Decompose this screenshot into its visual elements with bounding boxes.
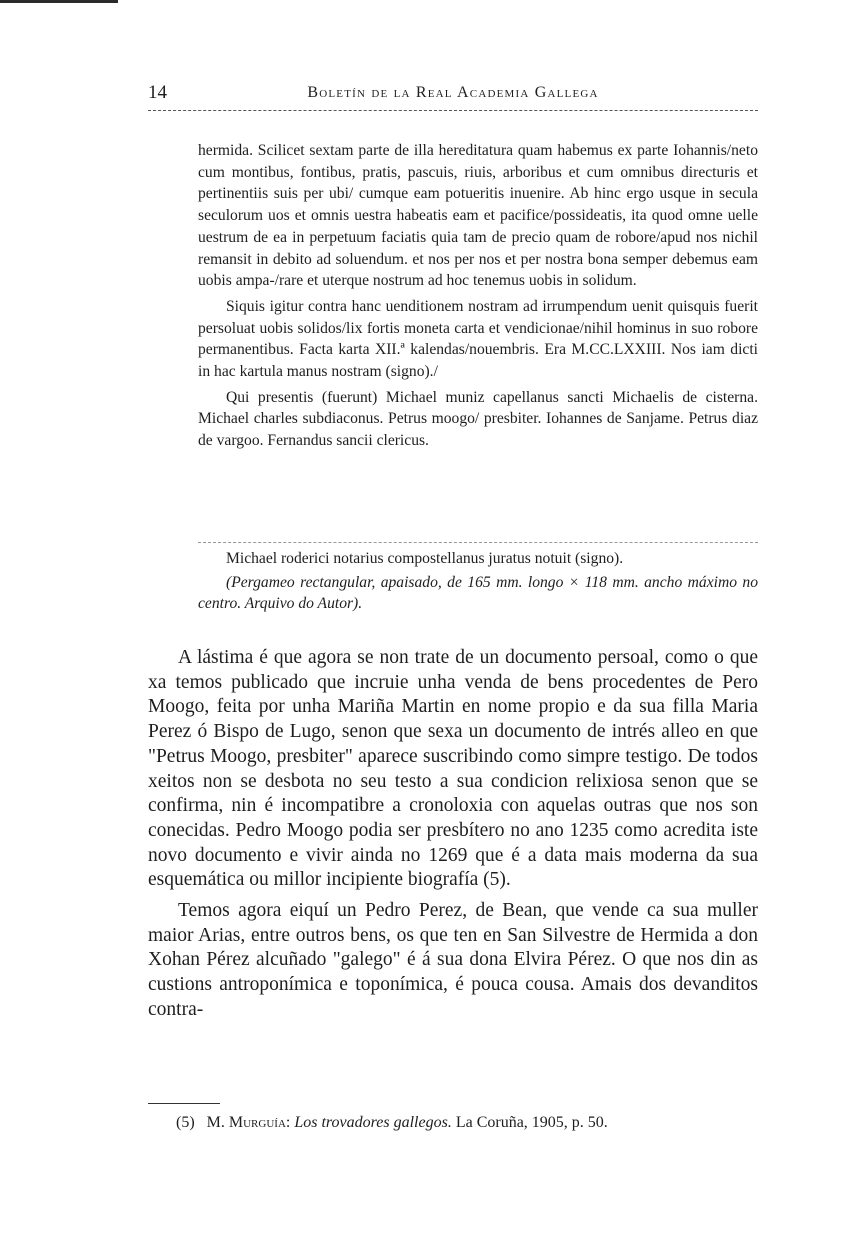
body-paragraph: A lástima é que agora se non trate de un documento persoal, como o que xa temos publicado que incruie unha venda de bens procedentes de Pero Moogo, feita por unha Mariña Martin en nome propio e da sua filla Maria Perez ó Bispo de Lugo, senon que sexa un documento de intrés alleo en que "Petrus Moogo, presbiter" aparece suscribindo como simpre testigo. De todos xeitos non se desbota no seu testo a sua condicion relixiosa senon que se confirma, nin é incompatibre a cronoloxia con aquelas outras que nos son conecidas. Pedro Moogo podia ser presbítero no ano 1235 como acredita iste novo documento e vivir ainda no 1269 que é a data mais moderna da sua esquemática ou millor incipiente biografía (5).: [148, 647, 758, 891]
document-rule: [198, 542, 758, 543]
document-paragraph: Qui presentis (fuerunt) Michael muniz capellanus sancti Michaelis de cisterna. Michael charles subdiaconus. Petrus moogo/ presbiter. Iohannes de Sanjame. Petrus diaz de vargoo. Fernandus sancii clericus.: [198, 388, 758, 450]
header-rule: [148, 110, 758, 111]
footnote-author: M. Murguía:: [206, 1114, 291, 1131]
running-head: [148, 82, 758, 108]
document-closing: [198, 548, 758, 617]
document-paragraph: Siquis igitur contra hanc uenditionem nostram ad irrumpendum uenit quisquis fuerit persoluat uobis solidos/lix fortis moneta carta et vendicionae/nihil hominus in suo robore permanentibus. Facta karta XII.ª kalendas/nouembris. Era M.CC.LXXIII. Nos iam dicti in hac kartula manus nostram (signo)./: [198, 297, 758, 381]
notary-line: Michael roderici notarius compostellanus juratus notuit (signo).: [226, 550, 624, 567]
document-paragraph: hermida. Scilicet sextam parte de illa hereditatura quam habemus ex parte Iohannis/neto cum montibus, fontibus, pratis, pascuis, riuis, arboribus et cum omnibus directuris et pertinentiis suis per ubi/ cumque eam potueritis inuenire. Ab hinc ergo usque in secula seculorum uos et omnis uestra habeatis eam et pacifice/possideatis, ita quod omne uelle uestrum de ea in perpetuum faciatis quia tam de precio quam de robore/apud nos nichil remansit in debito ad soluendum. et nos per nos et per nostra bona semper debemus eam uobis ampa-/rare et uterque nostrum ad hoc tenemus uobis in solidum.: [198, 142, 758, 290]
footnote-publication: La Coruña, 1905, p. 50.: [455, 1114, 608, 1131]
footnote: [176, 1114, 766, 1132]
scan-corner-mark: [0, 0, 118, 3]
transcribed-document: [198, 140, 758, 452]
body-paragraph: Temos agora eiquí un Pedro Perez, de Bean, que vende ca sua muller maior Arias, entre outros bens, os que ten en San Silvestre de Hermida a don Xohan Pérez alcuñado "galego" é á sua dona Elvira Pérez. O que nos din as custions antroponímica e toponímica, é pouca cousa. Amais dos devanditos contra-: [148, 900, 758, 1020]
footnote-title: Los trovadores gallegos.: [294, 1114, 452, 1131]
footnote-rule: [148, 1103, 220, 1104]
footnote-number: (5): [176, 1114, 195, 1131]
body-text: [148, 646, 758, 1023]
journal-title: Boletín de la Real Academia Gallega: [307, 84, 599, 101]
page-number: 14: [148, 82, 167, 103]
document-description: (Pergameo rectangular, apaisado, de 165 mm. longo × 118 mm. ancho máximo no centro. Arquivo do Autor).: [198, 573, 758, 613]
